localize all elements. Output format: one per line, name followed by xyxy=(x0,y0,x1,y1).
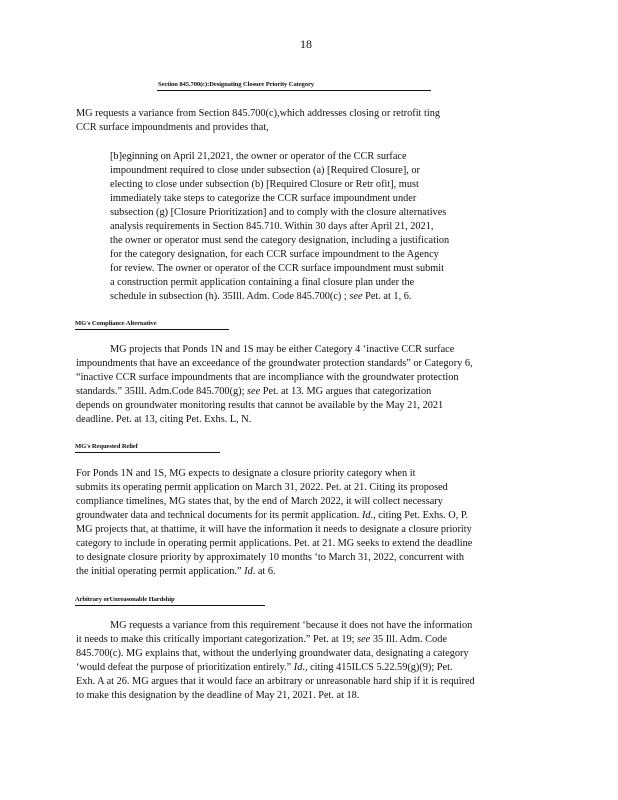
signal-id: Id xyxy=(361,510,371,521)
quote-line: impoundment required to close under subsection (a) [Required Closure], or xyxy=(110,165,420,176)
quote-line: a construction permit application containing a final closure plan under the xyxy=(110,277,415,288)
paragraph-line: impoundments that have an exceedance of the groundwater protection standards” or Category 6, xyxy=(76,358,473,369)
section-heading-requested-relief: MG's Requested Relief xyxy=(75,443,138,450)
section-heading-compliance-alternative: MG's Compliance Alternative xyxy=(75,320,157,327)
heading-underline xyxy=(157,90,431,91)
paragraph-text: groundwater data and technical documents for its permit application. xyxy=(76,510,360,521)
paragraph-line xyxy=(76,385,431,398)
paragraph-text: it needs to make this critically important categorization.” Pet. at 19; xyxy=(76,634,355,645)
quote-line: for review. The owner or operator of the CCR surface impoundment must submit xyxy=(110,263,444,274)
quote-line: subsection (g) [Closure Prioritization] and to comply with the closure alternatives xyxy=(110,207,447,218)
paragraph-text: standards.” 35Ill. Adm.Code 845.700(g); xyxy=(76,386,245,397)
paragraph-line: deadline. Pet. at 13, citing Pet. Exhs. L, N. xyxy=(76,414,252,425)
paragraph-line: CCR surface impoundments and provides that, xyxy=(76,122,269,133)
quote-line: the owner or operator must send the category designation, including a justification xyxy=(110,235,450,246)
paragraph-line: MG projects that Ponds 1N and 1S may be either Category 4 ‘inactive CCR surface xyxy=(110,344,455,355)
paragraph-line xyxy=(76,565,276,578)
paragraph-line: to designate closure priority by approximately 10 months ‘to March 31, 2022, concurrent with xyxy=(76,552,465,563)
paragraph-line: to make this designation by the deadline of May 21, 2021. Pet. at 18. xyxy=(76,690,360,701)
paragraph-text: ., citing Pet. Exhs. O, P. xyxy=(370,510,469,521)
paragraph-line: For Ponds 1N and 1S, MG expects to designate a closure priority category when it xyxy=(76,468,416,479)
paragraph-text: ‘would defeat the purpose of prioritization entirely.” xyxy=(76,662,292,673)
paragraph-text: 35 Ill. Adm. Code xyxy=(372,634,447,645)
quote-line: analysis requirements in Section 845.710. Within 30 days after April 21, 2021, xyxy=(110,221,434,232)
paragraph-line: Exh. A at 26. MG argues that it would face an arbitrary or unreasonable hard ship if it is required xyxy=(76,676,475,687)
paragraph-line: “inactive CCR surface impoundments that are incompliance with the groundwater protection xyxy=(76,372,459,383)
signal-id: Id xyxy=(293,662,303,673)
signal-see: see xyxy=(247,386,261,397)
quote-line: [b]eginning on April 21,2021, the owner or operator of the CCR surface xyxy=(110,151,407,162)
paragraph-text: . at 6. xyxy=(252,566,276,577)
heading-underline xyxy=(75,329,229,330)
section-heading-arbitrary-hardship: Arbitrary orUnreasonable Hardship xyxy=(75,596,175,603)
heading-underline xyxy=(75,452,220,453)
quote-line: for the category designation, for each CCR surface impoundment to the Agency xyxy=(110,249,439,260)
paragraph-line: category to include in operating permit applications. Pet. at 21. MG seeks to extend the deadline xyxy=(76,538,473,549)
paragraph-line: MG requests a variance from Section 845.700(c),which addresses closing or retrofit ting xyxy=(76,108,441,119)
paragraph-line: 845.700(c). MG explains that, without the underlying groundwater data, designating a category xyxy=(76,648,469,659)
quote-text: Pet. at 1, 6. xyxy=(365,291,412,302)
quote-line xyxy=(110,290,411,303)
page-number: 18 xyxy=(300,37,312,51)
paragraph-line xyxy=(76,509,468,522)
paragraph-line: submits its operating permit application on March 31, 2022. Pet. at 21. Citing its proposed xyxy=(76,482,448,493)
paragraph-line xyxy=(76,633,447,646)
quote-line: immediately take steps to categorize the CCR surface impoundment under xyxy=(110,193,417,204)
section-heading-designating-priority: Section 845.700(c):Designating Closure Priority Category xyxy=(158,81,314,88)
paragraph-line: MG requests a variance from this requirement ‘because it does not have the information xyxy=(110,620,473,631)
quote-line: electing to close under subsection (b) [Required Closure or Retr ofit], must xyxy=(110,179,419,190)
paragraph-line xyxy=(76,661,453,674)
quote-text: schedule in subsection (h). 35Ill. Adm. Code 845.700(c) ; xyxy=(110,291,347,302)
paragraph-line: compliance timelines, MG states that, by the end of March 2022, it will collect necessary xyxy=(76,496,443,507)
heading-underline xyxy=(75,605,265,606)
paragraph-text: the initial operating permit application.” xyxy=(76,566,242,577)
signal-see: see xyxy=(349,291,363,302)
signal-id: Id xyxy=(244,566,253,577)
paragraph-line: depends on groundwater monitoring results that cannot be available by the May 21, 2021 xyxy=(76,400,444,411)
signal-see: see xyxy=(357,634,371,645)
paragraph-line: MG projects that, at thattime, it will have the information it needs to designate a closure priority xyxy=(76,524,472,535)
paragraph-text: Pet. at 13. MG argues that categorization xyxy=(262,386,432,397)
paragraph-text: ., citing 415ILCS 5.22.59(g)(9); Pet. xyxy=(302,662,453,673)
